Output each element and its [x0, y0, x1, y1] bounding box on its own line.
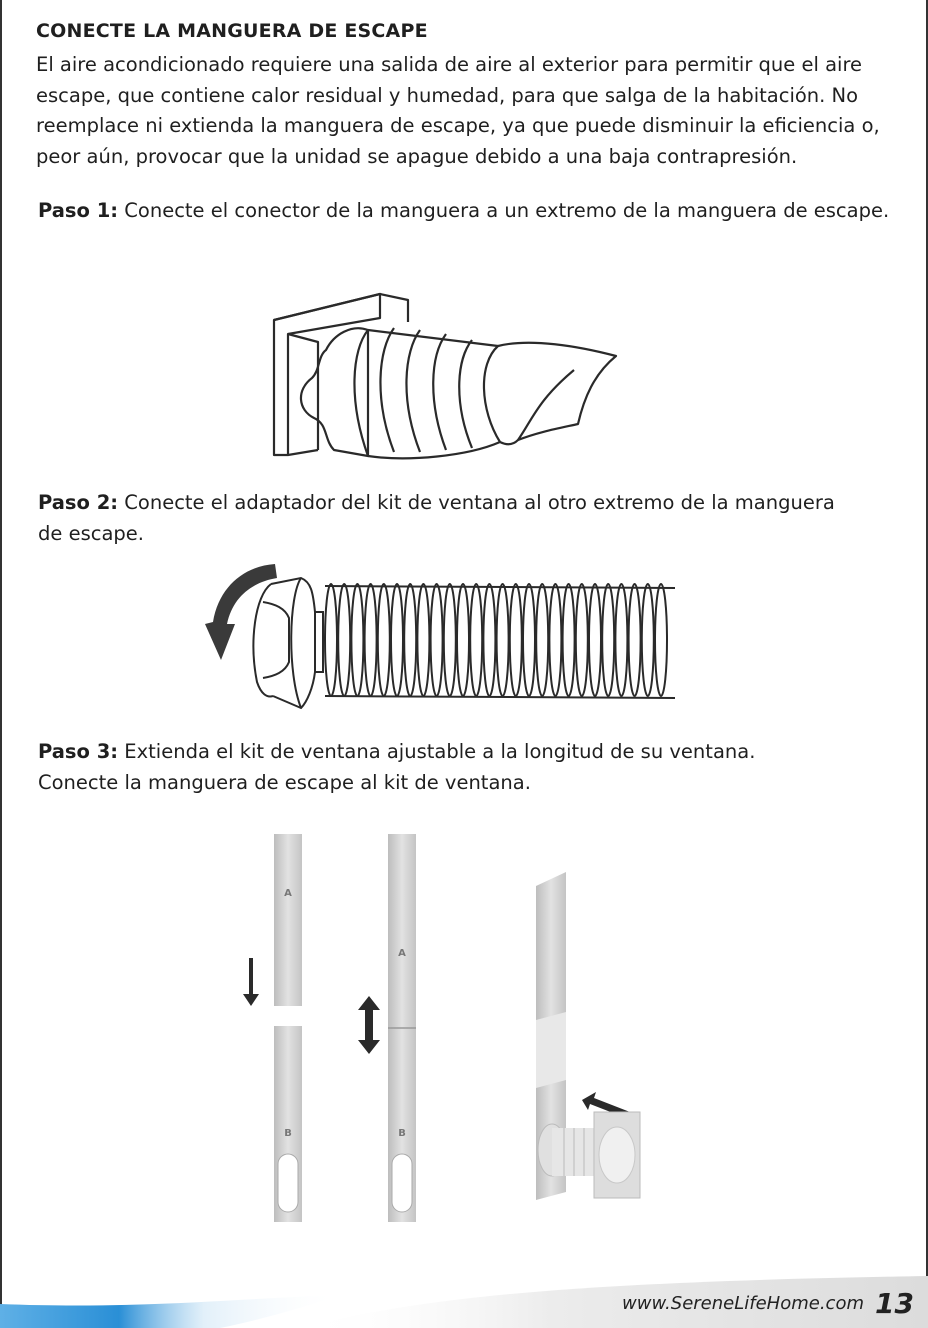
panel-joined-b-label: B [398, 1128, 406, 1139]
panel-b-label: B [284, 1128, 292, 1139]
window-adapter-hose-illustration [205, 552, 685, 716]
section-heading: CONECTE LA MANGUERA DE ESCAPE [36, 20, 428, 42]
panel-joined-a-label: A [398, 948, 406, 959]
step-3-text: Extienda el kit de ventana ajustable a la longitud de su ventana. [118, 740, 756, 763]
step-1-label: Paso 1: [38, 199, 119, 222]
window-kit-illustration [232, 830, 652, 1230]
page-footer [0, 1268, 928, 1328]
step-2 [38, 488, 838, 549]
page-number: 13 [875, 1287, 914, 1320]
step-3-text-line2: Conecte la manguera de escape al kit de ventana. [38, 770, 531, 794]
intro-paragraph: El aire acondicionado requiere una salida de aire al exterior para permitir que el aire escape, que contiene calor residual y humedad, para que salga de la habitación. No reemplace ni extienda la manguera de escape, ya que puede disminuir la eficiencia o, peor aún, provocar que la unidad se apague debido a una baja contrapresión. [36, 53, 880, 168]
step-3-label: Paso 3: [38, 740, 119, 763]
page-border-left [0, 0, 2, 1328]
step-2-label: Paso 2: [38, 491, 119, 514]
panel-a-label: A [284, 888, 292, 899]
step-3 [38, 737, 898, 798]
arrow-double-icon [358, 996, 380, 1054]
step-1-text: Conecte el conector de la manguera a un extremo de la manguera de escape. [118, 199, 890, 222]
step-2-text: Conecte el adaptador del kit de ventana al otro extremo de la manguera de escape. [38, 491, 835, 545]
rotate-arrow-icon [205, 564, 277, 660]
step-1 [38, 196, 898, 227]
footer-url: www.SereneLifeHome.com [622, 1293, 864, 1314]
hose-connector-illustration [268, 290, 620, 460]
arrow-down-icon [243, 958, 259, 1006]
panel-a-separate [274, 834, 302, 1006]
